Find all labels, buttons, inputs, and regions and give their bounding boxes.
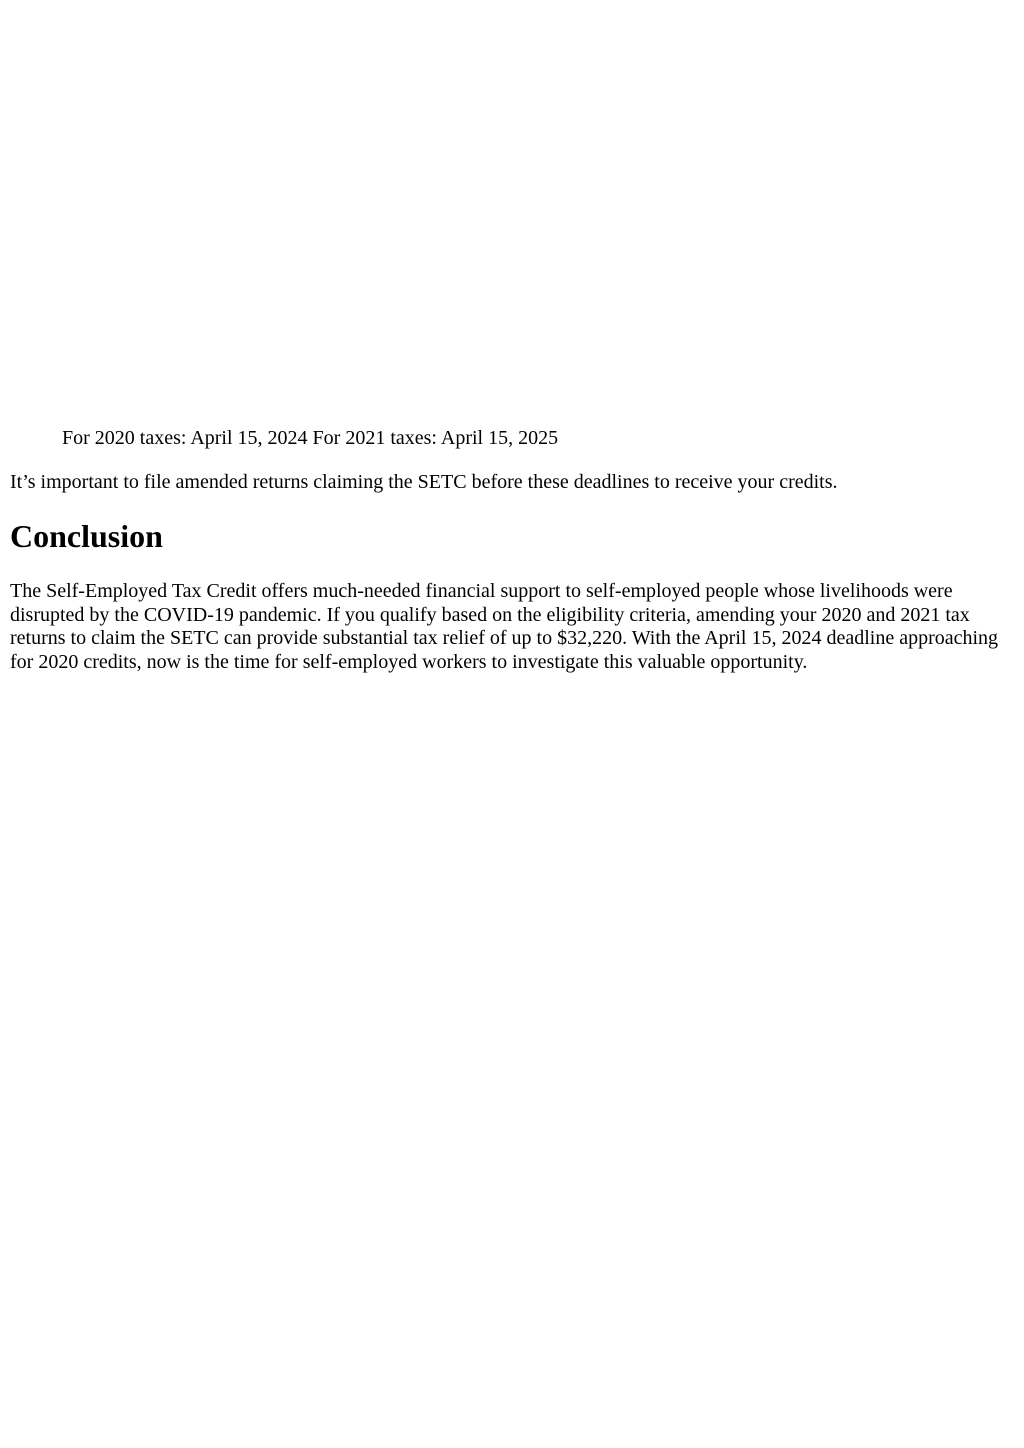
deadlines-text: For 2020 taxes: April 15, 2024 For 2021 taxes: April 15, 2025 [62, 427, 559, 449]
conclusion-heading: Conclusion [10, 518, 163, 554]
conclusion-paragraph: The Self-Employed Tax Credit offers much-needed financial support to self-employed people whose livelihoods were disrupted by the COVID-19 pandemic. If you qualify based on the eligibility criteria, amending your 2020 and 2021 tax returns to claim the SETC can provide substantial tax relief of up to $32,220. With the April 15, 2024 deadline approaching for 2020 credits, now is the time for self-employed workers to investigate this valuable opportunity. [10, 580, 999, 673]
important-paragraph: It’s important to file amended returns claiming the SETC before these deadlines to receive your credits. [10, 471, 838, 493]
